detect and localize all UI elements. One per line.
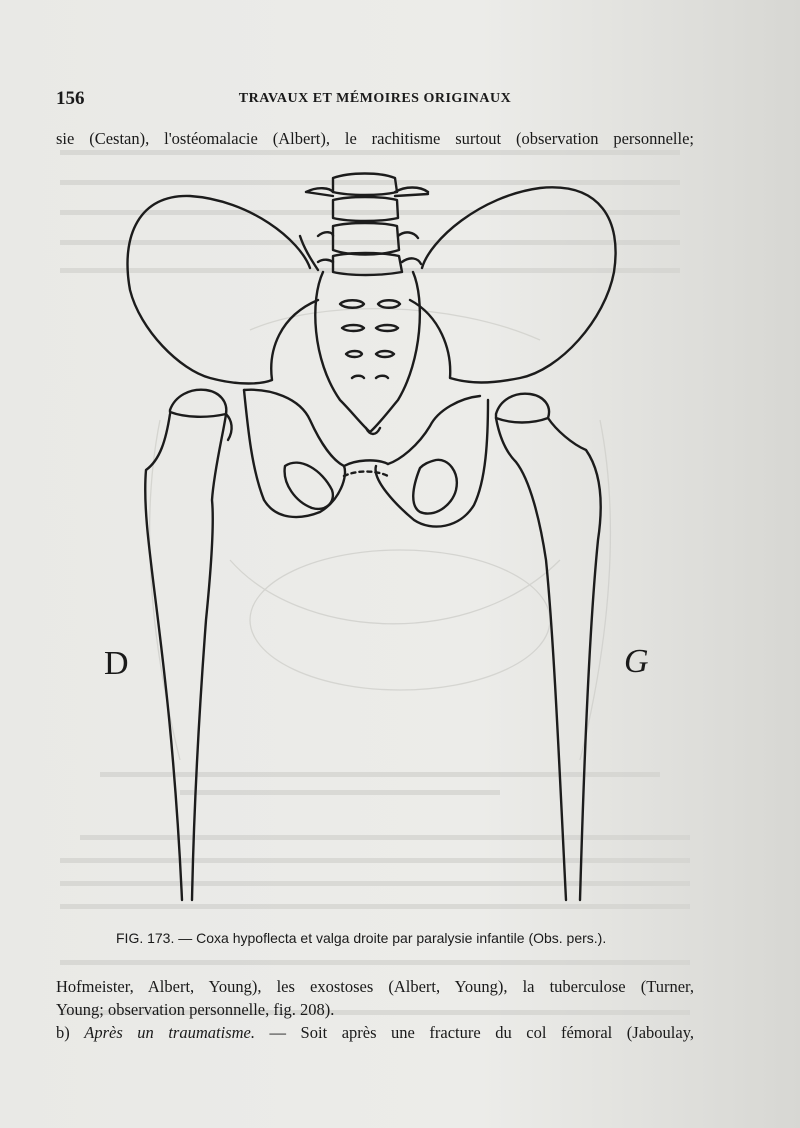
italic-subheading: Après un traumatisme. — [84, 1023, 255, 1042]
figure-label-g: G — [624, 643, 649, 680]
figure-label-d: D — [104, 645, 129, 682]
line-rest: — Soit après une fracture du col fémoral (Jaboulay, — [254, 1023, 694, 1042]
body-text-line: Young; observation personnelle, fig. 208). — [56, 1000, 335, 1019]
figure-caption: FIG. 173. — Coxa hypoflecta et valga droite par paralysie infantile (Obs. pers.). — [116, 930, 607, 946]
page-number: 156 — [56, 88, 85, 109]
body-text-line-with-italic — [56, 1023, 694, 1043]
running-head: TRAVAUX ET MÉMOIRES ORIGINAUX — [238, 91, 512, 106]
body-text-line: sie (Cestan), l'ostéomalacie (Albert), le rachitisme surtout (observation personnelle; — [56, 129, 694, 148]
line-prefix: b) — [56, 1023, 85, 1042]
body-text-line: Hofmeister, Albert, Young), les exostoses (Albert, Young), la tuberculose (Turner, — [56, 977, 694, 996]
